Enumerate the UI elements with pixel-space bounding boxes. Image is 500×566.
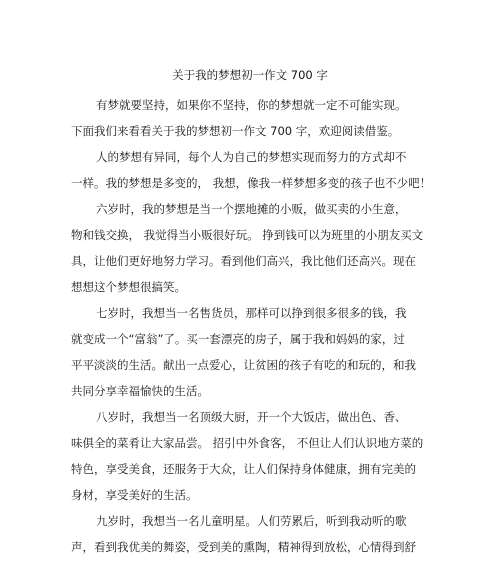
paragraph-line: 身材，享受美好的生活。 <box>71 488 198 502</box>
paragraph-line: 有梦就要坚持，如果你不坚持，你的梦想就一定不可能实现。 <box>96 98 407 112</box>
paragraph-line: 平平淡淡的生活。献出一点爱心，让贫困的孩子有吃的和玩的，和我 <box>71 358 416 372</box>
paragraph-line: 味俱全的菜肴让大家品尝。 招引中外食客， 不但让人们认识地方菜的 <box>71 436 424 450</box>
paragraph-line: 八岁时，我想当一名顶级大厨，开一个大饭店，做出色、香、 <box>96 410 407 424</box>
paragraph-line: 就变成一个“富翁”了。买一套漂亮的房子，属于我和妈妈的家，过 <box>71 332 405 346</box>
document-title: 关于我的梦想初一作文 700 字 <box>172 68 328 82</box>
paragraph-line: 声，看到我优美的舞姿，受到美的熏陶，精神得到放松，心情得到舒 <box>71 540 416 554</box>
paragraph-line: 下面我们来看看关于我的梦想初一作文 700 字，欢迎阅读借鉴。 <box>71 124 400 138</box>
paragraph-line: 具，让他们更好地努力学习。看到他们高兴，我比他们还高兴。现在 <box>71 254 416 268</box>
paragraph-line: 想想这个梦想很搞笑。 <box>71 280 186 294</box>
paragraph-line: 一样。我的梦想是多变的， 我想，像我一样梦想多变的孩子也不少吧！ <box>71 176 432 190</box>
paragraph-line: 物和钱交换， 我觉得当小贩很好玩。 挣到钱可以为班里的小朋友买文 <box>71 228 424 242</box>
paragraph-line: 人的梦想有异同，每个人为自己的梦想实现而努力的方式却不 <box>96 150 407 164</box>
paragraph-line: 特色，享受美食，还服务于大众，让人们保持身体健康，拥有完美的 <box>71 462 416 476</box>
paragraph-line: 七岁时，我想当一名售货员，那样可以挣到很多很多的钱，我 <box>96 306 407 320</box>
paragraph-line: 共同分享幸福愉快的生活。 <box>71 384 209 398</box>
paragraph-line: 六岁时，我的梦想是当一个摆地摊的小贩，做买卖的小生意， <box>96 202 407 216</box>
paragraph-line: 九岁时，我想当一名儿童明星。人们劳累后，听到我动听的歌 <box>96 514 407 528</box>
